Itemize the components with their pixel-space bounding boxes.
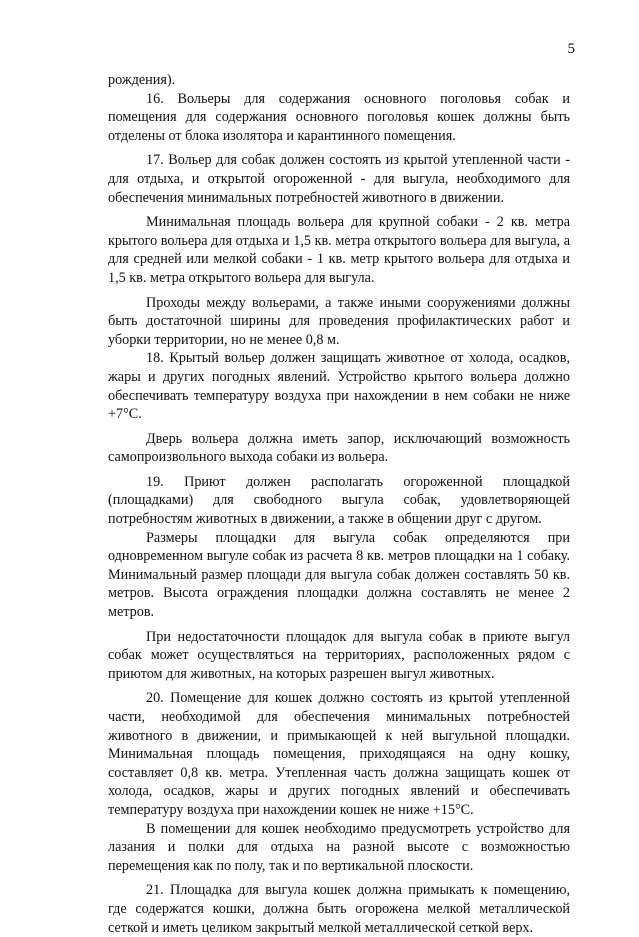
paragraph-enclosure-area: Минимальная площадь вольера для крупной собаки - 2 кв. метра крытого вольера для отдыха и 1,5 кв. метра открытого вольера для выгула, а для средней или мелкой собаки - 1 кв. метр крытого вольера для отдыха и 1,5 кв. метра открытого вольера для выгула. [108, 214, 570, 286]
paragraph-18: 18. Крытый вольер должен защищать животное от холода, осадков, жары и других погодных явлений. Устройство крытого вольера должно обеспечивать температуру воздуха при нахождении в нем собаки не ниже +7°С. [108, 350, 570, 423]
paragraph-door-lock: Дверь вольера должна иметь запор, исключающий возможность самопроизвольного выхода собаки из вольера. [108, 430, 570, 466]
paragraph-passages: Проходы между вольерами, а также иными сооружениями должны быть достаточной ширины для проведения профилактических работ и уборки территории, но не менее 0,8 м. [108, 294, 570, 348]
paragraph-cat-climbing: В помещении для кошек необходимо предусмотреть устройство для лазания и полки для отдыха на разной высоте с возможностью перемещения как по полу, так и по вертикальной плоскости. [108, 820, 570, 874]
paragraph-21: 21. Площадка для выгула кошек должна примыкать к помещению, где содержатся кошки, должна быть огорожена мелкой металлической сеткой и иметь целиком закрытый мелкой металлической сеткой верх. [108, 882, 570, 936]
page-number: 5 [567, 41, 575, 57]
paragraph-19: 19. Приют должен располагать огороженной площадкой (площадками) для свободного выгула собак, удовлетворяющей потребностям животных в движении, а также в общении друг с другом. [108, 473, 570, 528]
paragraph-continuation: рождения). [108, 72, 176, 88]
paragraph-17: 17. Вольер для собак должен состоять из крытой утепленной части - для отдыха, и открытой огороженной - для выгула, необходимого для обеспечения минимальных потребностей животного в движении. [108, 152, 570, 206]
document-body [108, 71, 570, 937]
paragraph-insufficient-areas: При недостаточности площадок для выгула собак в приюте выгул собак может осуществляться на территориях, расположенных рядом с приютом для животных, на которых разрешен выгул животных. [108, 628, 570, 682]
paragraph-16: 16. Вольеры для содержания основного поголовья собак и помещения для содержания основного поголовья кошек должны быть отделены от блока изолятора и карантинного помещения. [108, 90, 570, 144]
paragraph-walking-area-size: Размеры площадки для выгула собак определяются при одновременном выгуле собак из расчета 8 кв. метров площадки на 1 собаку. Минимальный размер площади для выгула собак должен составлять 50 кв. метров. Высота ограждения площадки должна составлять не менее 2 метров. [108, 529, 570, 621]
paragraph-20: 20. Помещение для кошек должно состоять из крытой утепленной части, необходимой для обеспечения минимальных потребностей животного в движении, и примыкающей к ней выгульной площадки. Минимальная площадь помещения, приходящаяся на одну кошку, составляет 0,8 кв. метра. Утепленная часть должна защищать кошек от холода, осадков, жары и других погодных явлений и обеспечивать температуру воздуха при нахождении кошек не ниже +15°С. [108, 690, 570, 818]
